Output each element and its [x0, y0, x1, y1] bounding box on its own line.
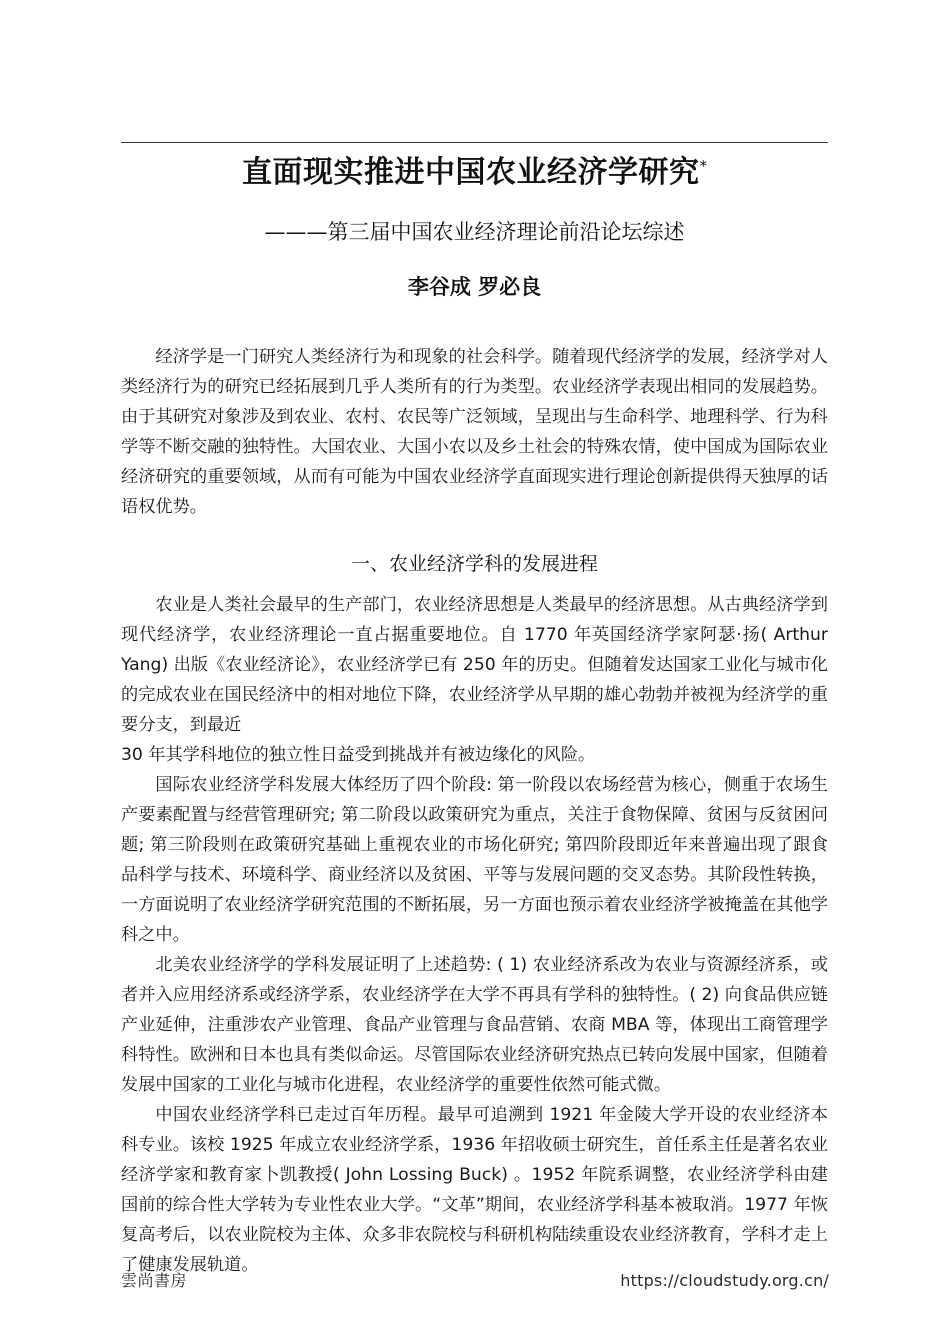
page-subtitle: ———第三届中国农业经济理论前沿论坛综述	[264, 219, 685, 244]
section1-paragraph-2: 国际农业经济学科发展大体经历了四个阶段: 第一阶段以农场经营为核心，侧重于农场生产要素配置与经营管理研究; 第二阶段以政策研究为重点，关注于食物保障、贫困与反贫困问题; 第三阶段则在政策研究基础上重视农业的市场化研究; 第四阶段即近年来普遍出现了跟食品科学与技术、环境科学、商业经济以及贫困、平等与发展问题的交叉态势。其阶段性转换，一方面说明了农业经济学研究范围的不断拓展，另一方面也预示着农业经济学被掩盖在其他学科之中。	[121, 775, 828, 946]
footer-url[interactable]: https://cloudstudy.org.cn/	[620, 1271, 829, 1290]
page-title	[121, 153, 828, 194]
section1-paragraph-4: 中国农业经济学科已走过百年历程。最早可追溯到 1921 年金陵大学开设的农业经济本科专业。该校 1925 年成立农业经济学系，1936 年招收硕士研究生，首任系主任是著名农业经济学家和教育家卜凯教授( John Lossing Buck) 。1952 年院系调整，农业经济学科由建国前的综合性大学转为专业性农业大学。“文革”期间，农业经济学科基本被取消。1977 年恢复高考后，以农业院校为主体、众多非农院校与科研机构陆续重设农业经济教育，学科才走上了健康发展轨道。	[121, 1105, 828, 1276]
page-footer	[121, 1268, 829, 1291]
footer-site-label: 雲尚書房	[121, 1271, 188, 1290]
section1-paragraph-1-part2: 30 年其学科地位的独立性日益受到挑战并有被边缘化的风险。	[121, 745, 596, 766]
section1-paragraph-1-part1: 农业是人类社会最早的生产部门，农业经济思想是人类最早的经济思想。从古典经济学到现代经济学，农业经济理论一直占据重要地位。自 1770 年英国经济学家阿瑟·扬( Arthur Yang) 出版《农业经济论》，农业经济学已有 250 年的历史。但随着发达国家工业化与城市化的完成农业在国民经济中的相对地位下降，农业经济学从早期的雄心勃勃并被视为经济学的重要分支，到最近	[121, 595, 828, 736]
abstract-paragraph: 经济学是一门研究人类经济行为和现象的社会科学。随着现代经济学的发展，经济学对人类经济行为的研究已经拓展到几乎人类所有的行为类型。农业经济学表现出相同的发展趋势。由于其研究对象涉及到农业、农村、农民等广泛领域，呈现出与生命科学、地理科学、行为科学等不断交融的独特性。大国农业、大国小农以及乡土社会的特殊农情，使中国成为国际农业经济研究的重要领域，从而有可能为中国农业经济学直面现实进行理论创新提供得天独厚的话语权优势。	[121, 347, 828, 518]
document-content-column	[121, 0, 828, 1280]
author-line: 李谷成 罗必良	[407, 274, 542, 299]
title-footnote-marker: *	[699, 157, 707, 175]
header-divider-rule	[121, 142, 828, 143]
section1-paragraph-3: 北美农业经济学的学科发展证明了上述趋势: ( 1) 农业经济系改为农业与资源经济系，或者并入应用经济系或经济学系，农业经济学在大学不再具有学科的独特性。( 2) 向食品供应链产业延伸，注重涉农产业管理、食品产业管理与食品营销、农商 MBA 等，体现出工商管理学科特性。欧洲和日本也具有类似命运。尽管国际农业经济研究热点已转向发展中国家，但随着发展中国家的工业化与城市化进程，农业经济学的重要性依然可能式微。	[121, 955, 828, 1096]
page-title-text: 直面现实推进中国农业经济学研究	[242, 155, 700, 190]
section-heading-1: 一、农业经济学科的发展进程	[350, 553, 598, 576]
